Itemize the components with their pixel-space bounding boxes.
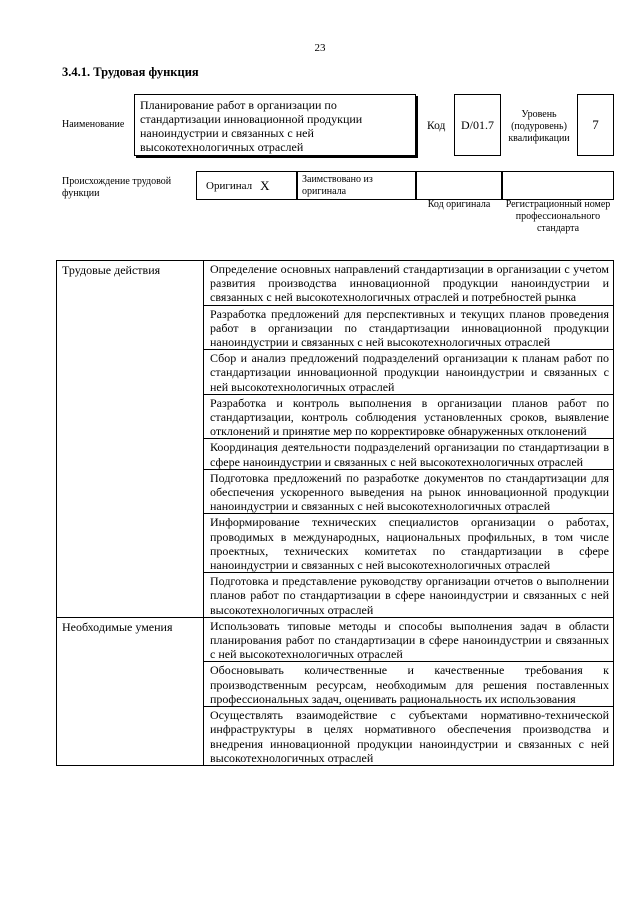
list-item: Координация деятельности подразделений организации по стандартизации в сфере наноиндустрии и связанных с ней высокотехнологичных отраслей	[204, 439, 614, 469]
original-cell	[196, 171, 297, 200]
function-name-box: Планирование работ в организации по стандартизации инновационной продукции наноиндустрии и связанных с ней высокотехнологичных отраслей	[134, 94, 416, 156]
code-value-box: D/01.7	[454, 94, 501, 156]
list-item: Сбор и анализ предложений подразделений организации к планам работ по стандартизации инновационной продукции наноиндустрии и связанных с ней высокотехнологичных отраслей	[204, 350, 614, 395]
original-label: Оригинал	[206, 179, 253, 192]
section-label: Трудовые действия	[57, 261, 204, 618]
list-item: Информирование технических специалистов организации о работах, проводимых в международных, национальных профильных, в том числе проектных, технических комитетах по стандартизации в сфере наноиндустрии и связанных с ней высокотехнологичных отраслей	[204, 514, 614, 573]
table-row	[57, 617, 614, 662]
list-item: Использовать типовые методы и способы выполнения задач в области планирования работ по стандартизации в сфере наноиндустрии и связанных с ней высокотехнологичных отраслей	[204, 617, 614, 662]
level-label: Уровень (подуровень) квалификации	[508, 109, 570, 144]
original-mark: X	[260, 177, 270, 193]
list-item: Разработка предложений для перспективных и текущих планов проведения работ в организации по стандартизации инновационной продукции наноиндустрии и связанных с ней высокотехнологичных отраслей	[204, 305, 614, 350]
original-code-caption: Код оригинала	[427, 199, 491, 210]
list-item: Подготовка предложений по разработке документов по стандартизации для обеспечения ускоренного выведения на рынок инновационной продукции наноиндустрии и связанных с ней высокотехнологичных отраслей	[204, 469, 614, 514]
table-row	[57, 261, 614, 306]
list-item: Разработка и контроль выполнения в организации планов работ по стандартизации, контроль соблюдения установленных сроков, выявление отклонений и принятие мер по корректировке обнаруженных отклонений	[204, 394, 614, 439]
function-details-body	[57, 261, 614, 766]
code-label: Код	[427, 120, 446, 132]
list-item: Подготовка и представление руководству организации отчетов о выполнении планов работ по стандартизации в сфере наноиндустрии и связанных с ней высокотехнологичных отраслей	[204, 573, 614, 618]
registration-number-cell	[502, 171, 614, 200]
list-item: Определение основных направлений стандартизации в организации с учетом развития производства инновационной продукции наноиндустрии и связанных с ней высокотехнологичных отраслей и потребностей рынка	[204, 261, 614, 306]
registration-caption: Регистрационный номер профессионального стандарта	[505, 199, 611, 234]
page-number: 23	[314, 42, 326, 54]
function-details-table	[56, 260, 614, 766]
origin-label: Происхождение трудовой функции	[62, 176, 172, 199]
name-label: Наименование	[62, 119, 125, 130]
section-label: Необходимые умения	[57, 617, 204, 765]
original-code-cell	[416, 171, 502, 200]
borrowed-cell: Заимствовано из оригинала	[297, 171, 416, 200]
section-title: 3.4.1. Трудовая функция	[62, 65, 199, 79]
list-item: Обосновывать количественные и качественные требования к производственным ресурсам, необходимым для решения поставленных профессиональных задач, оценивать рациональность их использования	[204, 662, 614, 707]
list-item: Осуществлять взаимодействие с субъектами нормативно-технической инфраструктуры в целях нормативного обеспечения производства и внедрения инновационной продукции наноиндустрии и связанных с ней высокотехнологичных отраслей	[204, 707, 614, 766]
level-value-box: 7	[577, 94, 614, 156]
